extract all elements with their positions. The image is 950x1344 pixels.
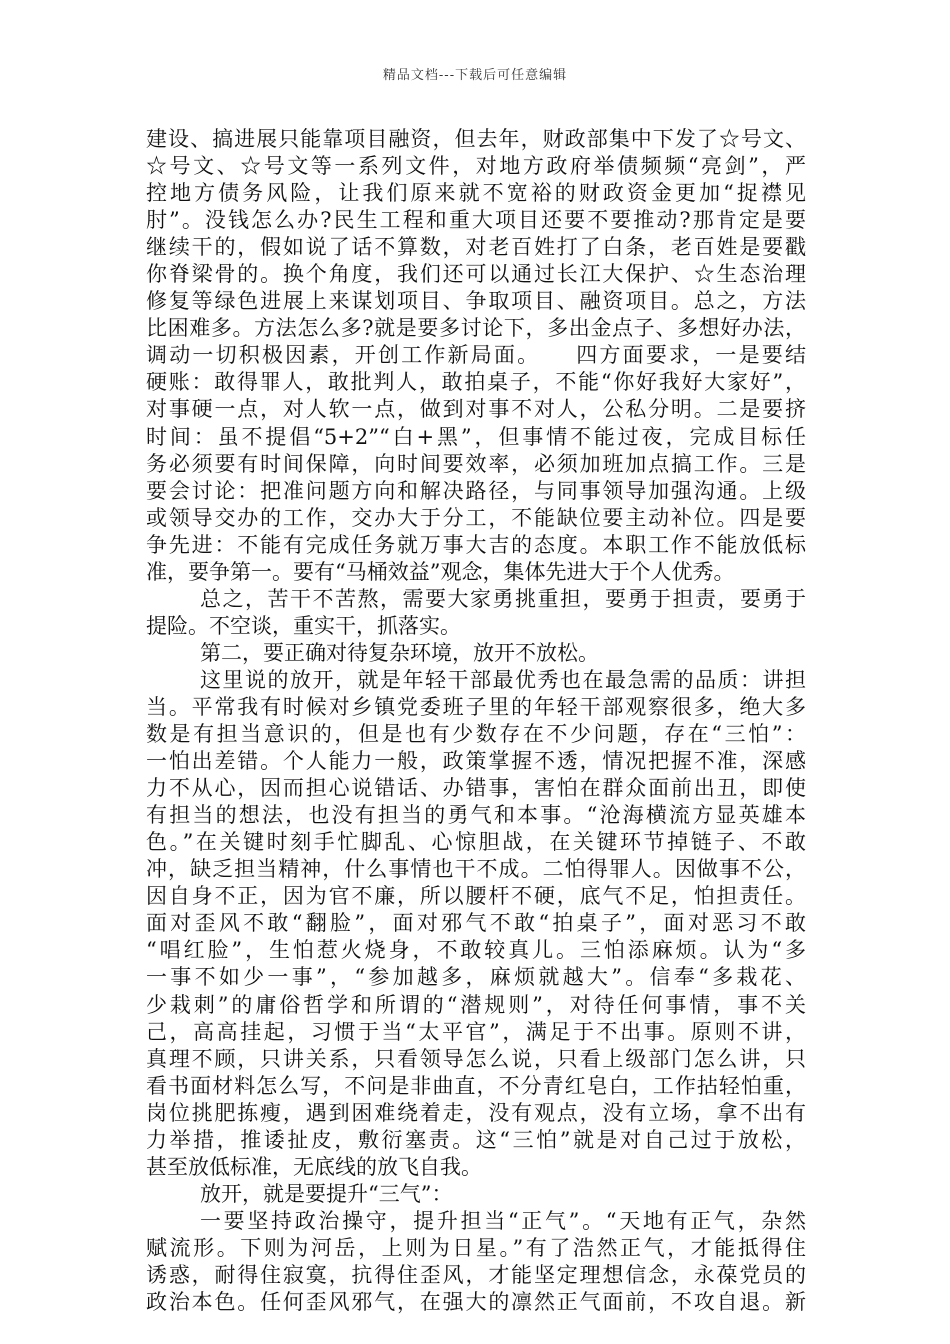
text-line: ☆号文、☆号文等一系列文件，对地方政府举债频频“亮剑”，严 (146, 154, 806, 179)
text-line: 诱惑，耐得住寂寞，抗得住歪风，才能坚定理想信念，永葆党员的 (146, 1262, 806, 1287)
text-line: 赋流形。下则为河岳，上则为日星。”有了浩然正气，才能抵得住 (146, 1235, 806, 1260)
page-header: 精品文档---下载后可任意编辑 (382, 68, 568, 83)
text-line: 少栽刺”的庸俗哲学和所谓的“潜规则”，对待任何事情，事不关 (146, 992, 806, 1017)
text-line: 真理不顾，只讲关系，只看领导怎么说，只看上级部门怎么讲，只 (146, 1046, 806, 1071)
text-line: 一事不如少一事”，“参加越多，麻烦就越大”。信奉“多栽花、 (146, 965, 806, 990)
text-line: 色。”在关键时刻手忙脚乱、心惊胆战，在关键环节掉链子、不敢 (146, 830, 806, 855)
text-line: 提险。不空谈，重实干，抓落实。 (146, 613, 461, 638)
text-line: 务必须要有时间保障，向时间要效率，必须加班加点搞工作。三是 (146, 451, 806, 476)
text-line: 己，高高挂起，习惯于当“太平官”，满足于不出事。原则不讲， (146, 1019, 806, 1044)
text-line: 总之，苦干不苦熬，需要大家勇挑重担，要勇于担责，要勇于 (200, 586, 806, 611)
text-line: 冲，缺乏担当精神，什么事情也干不成。二怕得罪人。因做事不公， (146, 857, 806, 882)
text-line: 要会讨论：把准问题方向和解决路径，与同事领导加强沟通。上级 (146, 478, 806, 503)
document-body (146, 126, 806, 1315)
text-line: 你脊梁骨的。换个角度，我们还可以通过长江大保护、☆生态治理 (146, 262, 806, 287)
text-line: 时间：虽不提倡“5+2”“白+黑”，但事情不能过夜，完成目标任 (146, 424, 806, 449)
text-line: 继续干的，假如说了话不算数，对老百姓打了白条，老百姓是要戳 (146, 235, 806, 260)
text-line: 面对歪风不敢“翻脸”，面对邪气不敢“拍桌子”，面对恶习不敢 (146, 911, 806, 936)
text-line: 岗位挑肥拣瘦，遇到困难绕着走，没有观点，没有立场，拿不出有 (146, 1100, 806, 1125)
text-line: 一怕出差错。个人能力一般，政策掌握不透，情况把握不准，深感 (146, 749, 806, 774)
text-line: 比困难多。方法怎么多?就是要多讨论下，多出金点子、多想好办法， (146, 316, 806, 341)
text-line: 争先进：不能有完成任务就万事大吉的态度。本职工作不能放低标 (146, 532, 806, 557)
text-line: 甚至放低标准，无底线的放飞自我。 (146, 1154, 482, 1179)
text-line: 力举措，推诿扯皮，敷衍塞责。这“三怕”就是对自己过于放松， (146, 1127, 806, 1152)
text-line: 肘”。没钱怎么办?民生工程和重大项目还要不要推动?那肯定是要 (146, 208, 806, 233)
text-line: 建设、搞进展只能靠项目融资，但去年，财政部集中下发了☆号文、 (146, 127, 806, 151)
text-line: 这里说的放开，就是年轻干部最优秀也在最急需的品质：讲担 (200, 667, 806, 692)
text-line: 对事硬一点，对人软一点，做到对事不对人，公私分明。二是要挤 (146, 397, 806, 422)
text-line: 控地方债务风险，让我们原来就不宽裕的财政资金更加“捉襟见 (146, 181, 806, 206)
text-line: 数是有担当意识的，但是也有少数存在不少问题，存在“三怕”： (146, 722, 806, 747)
text-line: 准，要争第一。要有“马桶效益”观念，集体先进大于个人优秀。 (146, 559, 735, 584)
text-line: 第二，要正确对待复杂环境，放开不放松。 (200, 640, 599, 665)
text-line: 一要坚持政治操守，提升担当“正气”。“天地有正气，杂然 (200, 1208, 806, 1233)
text-line: 力不从心，因而担心说错话、办错事，害怕在群众面前出丑，即使 (146, 776, 806, 801)
text-line: “唱红脸”，生怕惹火烧身，不敢较真儿。三怕添麻烦。认为“多 (146, 938, 806, 963)
text-line: 看书面材料怎么写，不问是非曲直，不分青红皂白，工作拈轻怕重， (146, 1073, 806, 1098)
text-line: 政治本色。任何歪风邪气，在强大的凛然正气面前，不攻自退。新 (146, 1290, 806, 1315)
text-line: 有担当的想法，也没有担当的勇气和本事。“沧海横流方显英雄本 (146, 803, 806, 828)
text-line: 修复等绿色进展上来谋划项目、争取项目、融资项目。总之，方法 (146, 289, 806, 314)
text-line: 调动一切积极因素，开创工作新局面。 四方面要求，一是要结 (146, 343, 806, 368)
text-line: 因自身不正，因为官不廉，所以腰杆不硬，底气不足，怕担责任。 (146, 884, 806, 909)
text-line: 当。平常我有时候对乡镇党委班子里的年轻干部观察很多，绝大多 (146, 694, 806, 719)
text-line: 或领导交办的工作，交办大于分工，不能缺位要主动补位。四是要 (146, 505, 806, 530)
text-line: 放开，就是要提升“三气”： (200, 1181, 453, 1206)
text-line: 硬账：敢得罪人，敢批判人，敢拍桌子，不能“你好我好大家好”， (146, 370, 806, 395)
